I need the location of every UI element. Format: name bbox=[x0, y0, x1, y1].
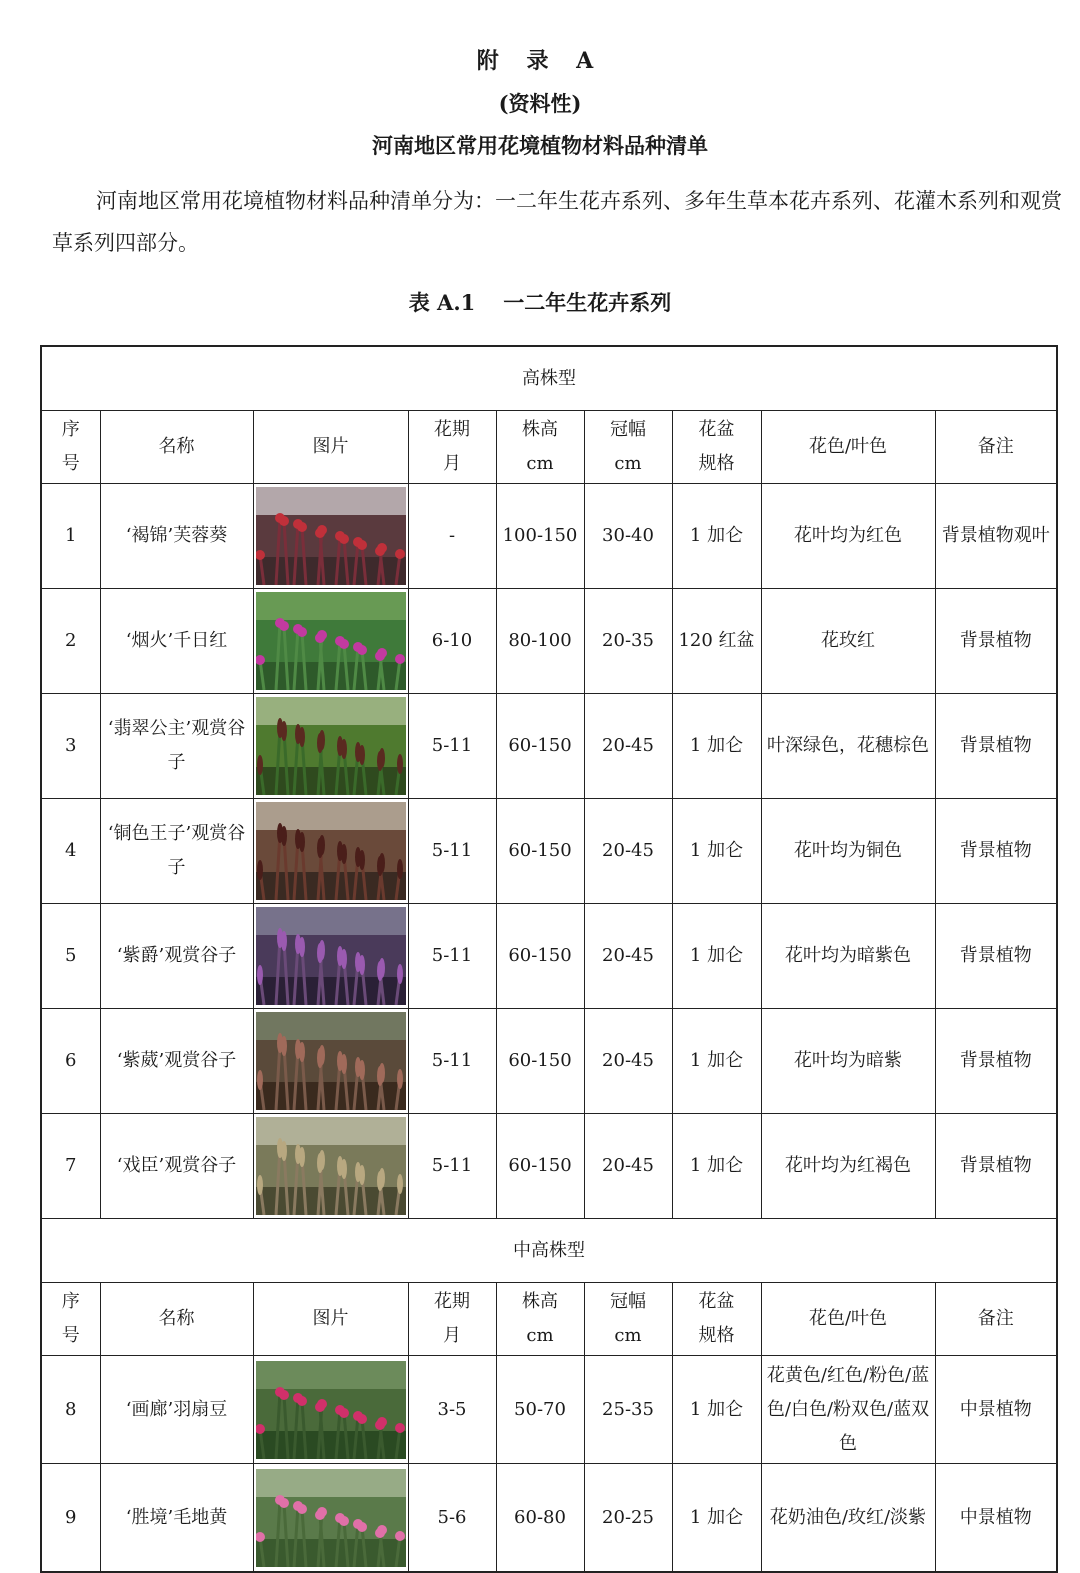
bloom-month: 5-11 bbox=[408, 904, 496, 1009]
plant-name: ‘铜色王子’观赏谷子 bbox=[100, 799, 253, 904]
header-height: 株高 cm bbox=[496, 411, 584, 484]
plant-name: ‘戏臣’观赏谷子 bbox=[100, 1114, 253, 1219]
table-row bbox=[41, 1114, 1057, 1219]
header-remarks: 备注 bbox=[935, 1283, 1057, 1356]
appendix-label: 附 录 A bbox=[476, 48, 604, 74]
flower-leaf-color: 花黄色/红色/粉色/蓝色/白色/粉双色/蓝双色 bbox=[761, 1356, 935, 1464]
crown-width: 20-45 bbox=[584, 799, 672, 904]
plant-photo-cell bbox=[253, 1114, 408, 1219]
crown-width: 20-45 bbox=[584, 1114, 672, 1219]
flower-leaf-color: 叶深绿色，花穗棕色 bbox=[761, 694, 935, 799]
flower-leaf-color: 花奶油色/玫红/淡紫 bbox=[761, 1464, 935, 1573]
pot-size: 1 加仑 bbox=[672, 1464, 761, 1573]
row-index: 5 bbox=[41, 904, 100, 1009]
pot-size: 120 红盆 bbox=[672, 589, 761, 694]
plant-photo-cell bbox=[253, 1009, 408, 1114]
crown-width: 30-40 bbox=[584, 484, 672, 589]
header-row bbox=[41, 411, 1057, 484]
plant-table bbox=[40, 345, 1058, 1573]
plant-photo bbox=[256, 1361, 406, 1459]
group-row-tall bbox=[41, 346, 1057, 411]
bloom-month: - bbox=[408, 484, 496, 589]
table-row bbox=[41, 589, 1057, 694]
plant-photo-cell bbox=[253, 799, 408, 904]
plant-height: 50-70 bbox=[496, 1356, 584, 1464]
plant-name: ‘紫葳’观赏谷子 bbox=[100, 1009, 253, 1114]
table-row bbox=[41, 1009, 1057, 1114]
header-color: 花色/叶色 bbox=[761, 411, 935, 484]
plant-photo-cell bbox=[253, 1356, 408, 1464]
remarks: 背景植物观叶 bbox=[935, 484, 1057, 589]
table-row bbox=[41, 1356, 1057, 1464]
table-number: 表 A.1 bbox=[408, 290, 476, 315]
header-remarks: 备注 bbox=[935, 411, 1057, 484]
flower-leaf-color: 花叶均为红褐色 bbox=[761, 1114, 935, 1219]
intro-paragraph: 河南地区常用花境植物材料品种清单分为：一二年生花卉系列、多年生草本花卉系列、花灌木系列和观赏草系列四部分。 bbox=[52, 189, 1062, 255]
plant-photo-cell bbox=[253, 589, 408, 694]
bloom-month: 5-11 bbox=[408, 799, 496, 904]
appendix-note: (资料性) bbox=[498, 91, 582, 116]
remarks: 背景植物 bbox=[935, 694, 1057, 799]
header-crown: 冠幅 cm bbox=[584, 1283, 672, 1356]
table-name: 一二年生花卉系列 bbox=[503, 290, 672, 315]
remarks: 背景植物 bbox=[935, 589, 1057, 694]
plant-height: 60-150 bbox=[496, 904, 584, 1009]
header-index: 序 号 bbox=[41, 1283, 100, 1356]
pot-size: 1 加仑 bbox=[672, 1356, 761, 1464]
plant-height: 60-150 bbox=[496, 799, 584, 904]
plant-height: 60-150 bbox=[496, 1009, 584, 1114]
row-index: 6 bbox=[41, 1009, 100, 1114]
pot-size: 1 加仑 bbox=[672, 799, 761, 904]
plant-height: 60-150 bbox=[496, 694, 584, 799]
row-index: 7 bbox=[41, 1114, 100, 1219]
table-row bbox=[41, 694, 1057, 799]
plant-height: 60-150 bbox=[496, 1114, 584, 1219]
header-name: 名称 bbox=[100, 1283, 253, 1356]
table-caption bbox=[0, 287, 1080, 317]
plant-photo bbox=[256, 592, 406, 690]
group-row-medium bbox=[41, 1219, 1057, 1283]
bloom-month: 5-11 bbox=[408, 1009, 496, 1114]
header-pot: 花盆 规格 bbox=[672, 411, 761, 484]
plant-name: ‘紫爵’观赏谷子 bbox=[100, 904, 253, 1009]
plant-name: ‘画廊’羽扇豆 bbox=[100, 1356, 253, 1464]
flower-leaf-color: 花叶均为红色 bbox=[761, 484, 935, 589]
pot-size: 1 加仑 bbox=[672, 484, 761, 589]
plant-name: ‘烟火’千日红 bbox=[100, 589, 253, 694]
plant-name: ‘褐锦’芙蓉葵 bbox=[100, 484, 253, 589]
plant-photo-cell bbox=[253, 1464, 408, 1573]
remarks: 背景植物 bbox=[935, 904, 1057, 1009]
plant-photo bbox=[256, 802, 406, 900]
table-row bbox=[41, 799, 1057, 904]
plant-name: ‘翡翠公主’观赏谷子 bbox=[100, 694, 253, 799]
plant-photo bbox=[256, 487, 406, 585]
plant-photo bbox=[256, 907, 406, 1005]
pot-size: 1 加仑 bbox=[672, 1114, 761, 1219]
table-row bbox=[41, 484, 1057, 589]
flower-leaf-color: 花叶均为暗紫 bbox=[761, 1009, 935, 1114]
table-row bbox=[41, 904, 1057, 1009]
pot-size: 1 加仑 bbox=[672, 904, 761, 1009]
bloom-month: 5-6 bbox=[408, 1464, 496, 1573]
row-index: 8 bbox=[41, 1356, 100, 1464]
group-label: 高株型 bbox=[41, 346, 1057, 411]
crown-width: 20-45 bbox=[584, 904, 672, 1009]
plant-photo bbox=[256, 1012, 406, 1110]
plant-name: ‘胜境’毛地黄 bbox=[100, 1464, 253, 1573]
flower-leaf-color: 花叶均为铜色 bbox=[761, 799, 935, 904]
flower-leaf-color: 花叶均为暗紫色 bbox=[761, 904, 935, 1009]
plant-height: 60-80 bbox=[496, 1464, 584, 1573]
plant-height: 80-100 bbox=[496, 589, 584, 694]
plant-photo bbox=[256, 1469, 406, 1567]
header-pot: 花盆 规格 bbox=[672, 1283, 761, 1356]
pot-size: 1 加仑 bbox=[672, 1009, 761, 1114]
bloom-month: 6-10 bbox=[408, 589, 496, 694]
table-row bbox=[41, 1464, 1057, 1573]
header-name: 名称 bbox=[100, 411, 253, 484]
header-picture: 图片 bbox=[253, 1283, 408, 1356]
header-index: 序 号 bbox=[41, 411, 100, 484]
remarks: 背景植物 bbox=[935, 1114, 1057, 1219]
header-color: 花色/叶色 bbox=[761, 1283, 935, 1356]
header-height: 株高 cm bbox=[496, 1283, 584, 1356]
remarks: 中景植物 bbox=[935, 1464, 1057, 1573]
flower-leaf-color: 花玫红 bbox=[761, 589, 935, 694]
plant-photo-cell bbox=[253, 904, 408, 1009]
crown-width: 25-35 bbox=[584, 1356, 672, 1464]
plant-photo-cell bbox=[253, 484, 408, 589]
plant-photo bbox=[256, 1117, 406, 1215]
bloom-month: 3-5 bbox=[408, 1356, 496, 1464]
remarks: 背景植物 bbox=[935, 1009, 1057, 1114]
crown-width: 20-35 bbox=[584, 589, 672, 694]
remarks: 中景植物 bbox=[935, 1356, 1057, 1464]
header-bloom: 花期 月 bbox=[408, 411, 496, 484]
row-index: 9 bbox=[41, 1464, 100, 1573]
row-index: 1 bbox=[41, 484, 100, 589]
header-crown: 冠幅 cm bbox=[584, 411, 672, 484]
pot-size: 1 加仑 bbox=[672, 694, 761, 799]
remarks: 背景植物 bbox=[935, 799, 1057, 904]
bloom-month: 5-11 bbox=[408, 1114, 496, 1219]
crown-width: 20-45 bbox=[584, 694, 672, 799]
crown-width: 20-45 bbox=[584, 1009, 672, 1114]
plant-photo-cell bbox=[253, 694, 408, 799]
row-index: 4 bbox=[41, 799, 100, 904]
row-index: 2 bbox=[41, 589, 100, 694]
group-label: 中高株型 bbox=[41, 1219, 1057, 1283]
row-index: 3 bbox=[41, 694, 100, 799]
document-title: 河南地区常用花境植物材料品种清单 bbox=[372, 133, 708, 158]
header-bloom: 花期 月 bbox=[408, 1283, 496, 1356]
header-row bbox=[41, 1283, 1057, 1356]
crown-width: 20-25 bbox=[584, 1464, 672, 1573]
header-picture: 图片 bbox=[253, 411, 408, 484]
plant-photo bbox=[256, 697, 406, 795]
plant-height: 100-150 bbox=[496, 484, 584, 589]
bloom-month: 5-11 bbox=[408, 694, 496, 799]
